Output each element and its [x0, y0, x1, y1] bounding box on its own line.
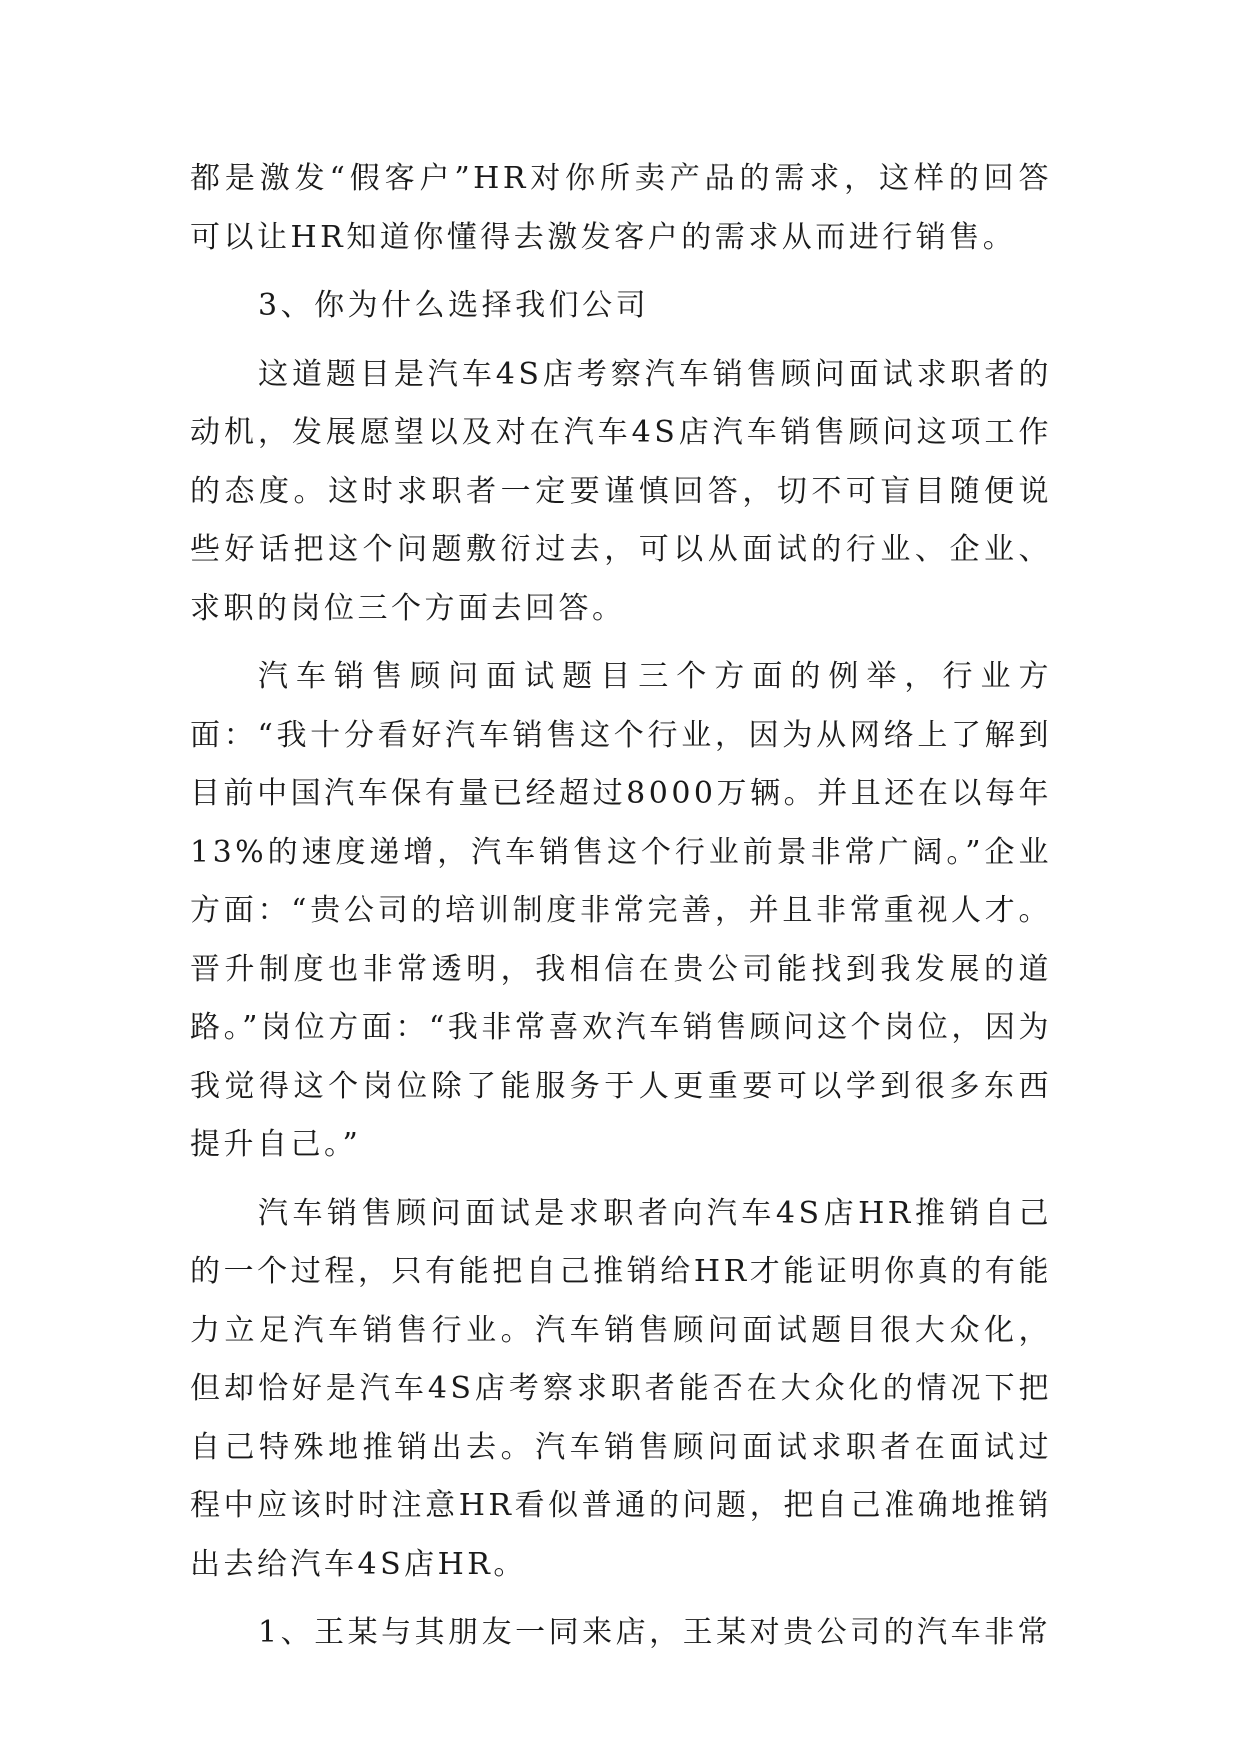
- document-body: [190, 150, 1052, 1673]
- paragraph: 汽车销售顾问面试是求职者向汽车4S店HR推销自己的一个过程，只有能把自己推销给HR才能证明你真的有能力立足汽车销售行业。汽车销售顾问面试题目很大众化，但却恰好是汽车4S店考察求职者能否在大众化的情况下把自己特殊地推销出去。汽车销售顾问面试求职者在面试过程中应该时时注意HR看似普通的问题，把自己准确地推销出去给汽车4S店HR。: [190, 1195, 1052, 1582]
- paragraph: 这道题目是汽车4S店考察汽车销售顾问面试求职者的动机，发展愿望以及对在汽车4S店汽车销售顾问这项工作的态度。这时求职者一定要谨慎回答，切不可盲目随便说些好话把这个问题敷衍过去，可以从面试的行业、企业、求职的岗位三个方面去回答。: [190, 356, 1052, 626]
- paragraph-continuation: 都是激发“假客户”HR对你所卖产品的需求，这样的回答可以让HR知道你懂得去激发客户的需求从而进行销售。: [190, 161, 1052, 255]
- section-heading: 3、你为什么选择我们公司: [258, 288, 650, 323]
- paragraph: 汽车销售顾问面试题目三个方面的例举，行业方面：“我十分看好汽车销售这个行业，因为从网络上了解到目前中国汽车保有量已经超过8000万辆。并且还在以每年13%的速度递增，汽车销售这个行业前景非常广阔。”企业方面：“贵公司的培训制度非常完善，并且非常重视人才。晋升制度也非常透明，我相信在贵公司能找到我发展的道路。”岗位方面：“我非常喜欢汽车销售顾问这个岗位，因为我觉得这个岗位除了能服务于人更重要可以学到很多东西提升自己。”: [190, 659, 1052, 1162]
- paragraph: 1、王某与其朋友一同来店，王某对贵公司的汽车非常: [258, 1615, 1052, 1650]
